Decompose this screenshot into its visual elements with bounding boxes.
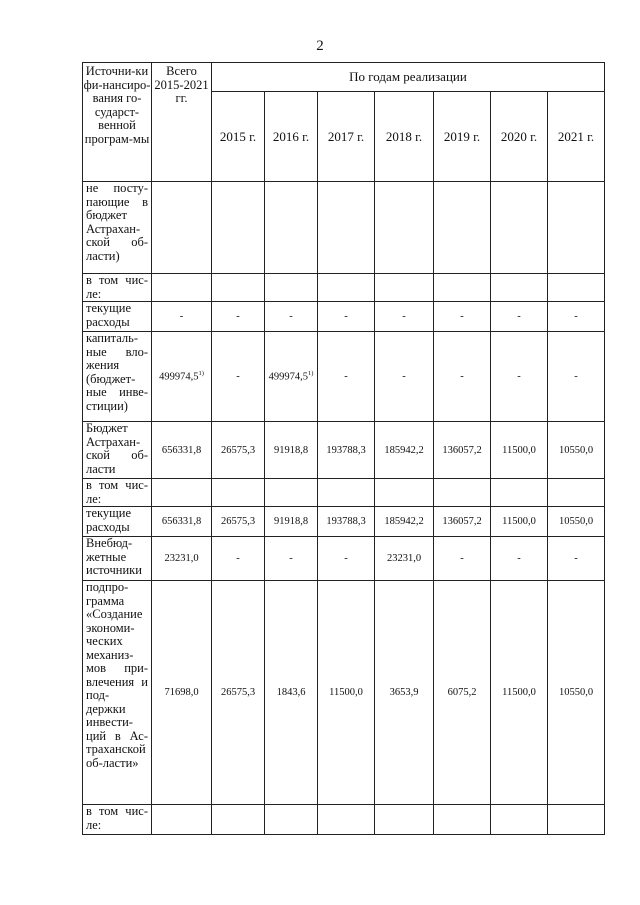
row-value: 10550,0 — [548, 581, 605, 805]
row-label: текущие расходы — [83, 507, 152, 537]
row-value: - — [491, 537, 548, 581]
header-year-2018: 2018 г. — [375, 92, 434, 182]
row-label: Внебюд-жетные источники — [83, 537, 152, 581]
row-total — [152, 332, 212, 422]
row-value: - — [375, 332, 434, 422]
row-value — [318, 274, 375, 302]
row-value — [375, 479, 434, 507]
row-value: - — [318, 302, 375, 332]
row-label: в том чис-ле: — [83, 805, 152, 835]
row-label: не посту-пающие в бюджет Астрахан-ской об-ласти) — [83, 182, 152, 274]
row-label: Бюджет Астрахан-ской об-ласти — [83, 422, 152, 479]
row-value — [548, 479, 605, 507]
row-value: - — [265, 302, 318, 332]
table-row — [83, 537, 605, 581]
row-value: 10550,0 — [548, 422, 605, 479]
row-value — [434, 274, 491, 302]
row-value: 26575,3 — [212, 422, 265, 479]
row-value — [548, 805, 605, 835]
row-value: 11500,0 — [491, 507, 548, 537]
row-value — [212, 274, 265, 302]
row-value: 185942,2 — [375, 507, 434, 537]
footnote-marker: 1) — [307, 370, 314, 378]
row-value: 136057,2 — [434, 507, 491, 537]
row-total: - — [152, 302, 212, 332]
row-value — [265, 332, 318, 422]
row-value — [375, 182, 434, 274]
row-value: 91918,8 — [265, 422, 318, 479]
row-total: 71698,0 — [152, 581, 212, 805]
row-value — [265, 274, 318, 302]
row-value: - — [212, 332, 265, 422]
row-value — [318, 805, 375, 835]
header-row — [83, 63, 605, 92]
row-value: - — [491, 332, 548, 422]
row-value — [491, 805, 548, 835]
row-value: 1843,6 — [265, 581, 318, 805]
row-value: 136057,2 — [434, 422, 491, 479]
row-value: 6075,2 — [434, 581, 491, 805]
header-year-2017: 2017 г. — [318, 92, 375, 182]
row-value: - — [548, 332, 605, 422]
row-value: - — [212, 537, 265, 581]
table-row — [83, 805, 605, 835]
row-value: 185942,2 — [375, 422, 434, 479]
row-value — [434, 182, 491, 274]
row-total: 656331,8 — [152, 422, 212, 479]
row-value: 3653,9 — [375, 581, 434, 805]
row-total-value: 499974,5 — [159, 371, 199, 383]
row-total — [152, 182, 212, 274]
row-value: - — [491, 302, 548, 332]
row-label: в том чис-ле: — [83, 274, 152, 302]
row-value — [212, 182, 265, 274]
table-row — [83, 302, 605, 332]
row-value — [434, 479, 491, 507]
row-label: подпро-грамма «Создание экономи-ческих механиз-мов при-влечения и под-держки инвести-ций в Ас-траханской об-ласти» — [83, 581, 152, 805]
row-value: 26575,3 — [212, 507, 265, 537]
table-row — [83, 507, 605, 537]
row-value — [212, 805, 265, 835]
table-row — [83, 581, 605, 805]
table-row — [83, 182, 605, 274]
row-value: - — [434, 332, 491, 422]
row-value: - — [434, 537, 491, 581]
row-total — [152, 805, 212, 835]
row-value: - — [548, 537, 605, 581]
footnote-marker: 1) — [198, 370, 204, 378]
row-value — [265, 479, 318, 507]
row-value: - — [548, 302, 605, 332]
header-year-2019: 2019 г. — [434, 92, 491, 182]
financing-table — [82, 62, 605, 835]
row-value — [548, 274, 605, 302]
row-value — [491, 182, 548, 274]
row-value — [434, 805, 491, 835]
table-row — [83, 332, 605, 422]
row-value: - — [265, 537, 318, 581]
header-year-2021: 2021 г. — [548, 92, 605, 182]
header-source-cell: Источни-ки фи-нансиро-вания го-сударст-венной програм-мы — [83, 63, 152, 182]
row-value — [265, 182, 318, 274]
table-row — [83, 274, 605, 302]
header-year-2020: 2020 г. — [491, 92, 548, 182]
row-value: - — [318, 332, 375, 422]
row-label: в том чис-ле: — [83, 479, 152, 507]
row-value: - — [318, 537, 375, 581]
row-value: 11500,0 — [318, 581, 375, 805]
header-years-group: По годам реализации — [212, 63, 605, 92]
row-total: 656331,8 — [152, 507, 212, 537]
row-value — [375, 274, 434, 302]
row-value — [491, 274, 548, 302]
row-value: 91918,8 — [265, 507, 318, 537]
row-value — [548, 182, 605, 274]
row-value: 11500,0 — [491, 422, 548, 479]
row-value: 11500,0 — [491, 581, 548, 805]
row-value — [491, 479, 548, 507]
table-row — [83, 422, 605, 479]
row-value: 193788,3 — [318, 507, 375, 537]
row-value — [318, 182, 375, 274]
row-value: - — [212, 302, 265, 332]
row-value — [375, 805, 434, 835]
row-value: - — [375, 302, 434, 332]
row-value — [212, 479, 265, 507]
row-value — [265, 805, 318, 835]
row-value: 26575,3 — [212, 581, 265, 805]
table-row — [83, 479, 605, 507]
header-year-2016: 2016 г. — [265, 92, 318, 182]
row-value: 193788,3 — [318, 422, 375, 479]
row-label: текущие расходы — [83, 302, 152, 332]
page-number: 2 — [316, 38, 324, 54]
row-value-text: 499974,5 — [268, 371, 308, 383]
header-total-cell: Всего 2015-2021 гг. — [152, 63, 212, 182]
row-total: 23231,0 — [152, 537, 212, 581]
row-value: 23231,0 — [375, 537, 434, 581]
row-value: 10550,0 — [548, 507, 605, 537]
row-label: капиталь-ные вло-жения (бюджет-ные инве-стиции) — [83, 332, 152, 422]
row-value — [318, 479, 375, 507]
row-total — [152, 479, 212, 507]
row-total — [152, 274, 212, 302]
row-value: - — [434, 302, 491, 332]
header-year-2015: 2015 г. — [212, 92, 265, 182]
